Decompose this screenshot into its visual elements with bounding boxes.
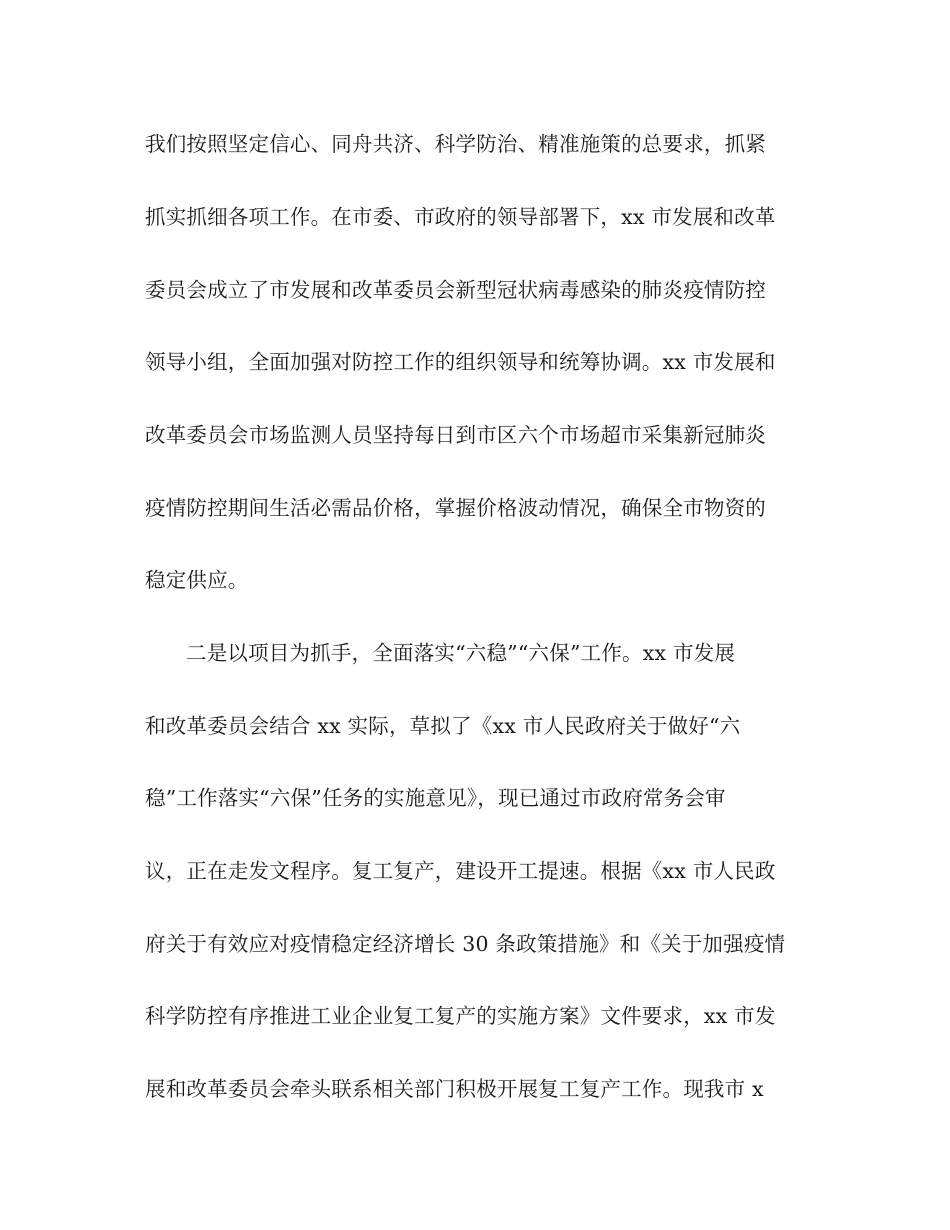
text-line: 稳定供应。: [145, 568, 249, 592]
text-line: 稳”工作落实“六保”任务的实施意见》，现已通过市政府常务会审: [145, 786, 726, 810]
paragraph-first-line: 二是以项目为抓手，全面落实“六稳”“六保”工作。xx 市发展: [186, 641, 736, 665]
text-line: 展和改革委员会牵头联系相关部门积极开展复工复产工作。现我市 x: [145, 1077, 764, 1101]
text-line: 改革委员会市场监测人员坚持每日到市区六个市场超市采集新冠肺炎: [145, 423, 766, 447]
text-line: 和改革委员会结合 xx 实际，草拟了《xx 市人民政府关于做好“六: [145, 714, 741, 738]
text-line: 疫情防控期间生活必需品价格，掌握价格波动情况，确保全市物资的: [145, 496, 766, 520]
text-line: 领导小组，全面加强对防控工作的组织领导和统筹协调。xx 市发展和: [145, 350, 776, 374]
text-line: 委员会成立了市发展和改革委员会新型冠状病毒感染的肺炎疫情防控: [145, 278, 766, 302]
text-line: 议，正在走发文程序。复工复产，建设开工提速。根据《xx 市人民政: [145, 859, 776, 883]
text-line: 我们按照坚定信心、同舟共济、科学防治、精准施策的总要求，抓紧: [145, 132, 766, 156]
text-line: 府关于有效应对疫情稳定经济增长 30 条政策措施》和《关于加强疫情: [145, 932, 786, 956]
text-line: 科学防控有序推进工业企业复工复产的实施方案》文件要求，xx 市发: [145, 1004, 776, 1028]
text-line: 抓实抓细各项工作。在市委、市政府的领导部署下，xx 市发展和改革: [145, 205, 776, 229]
